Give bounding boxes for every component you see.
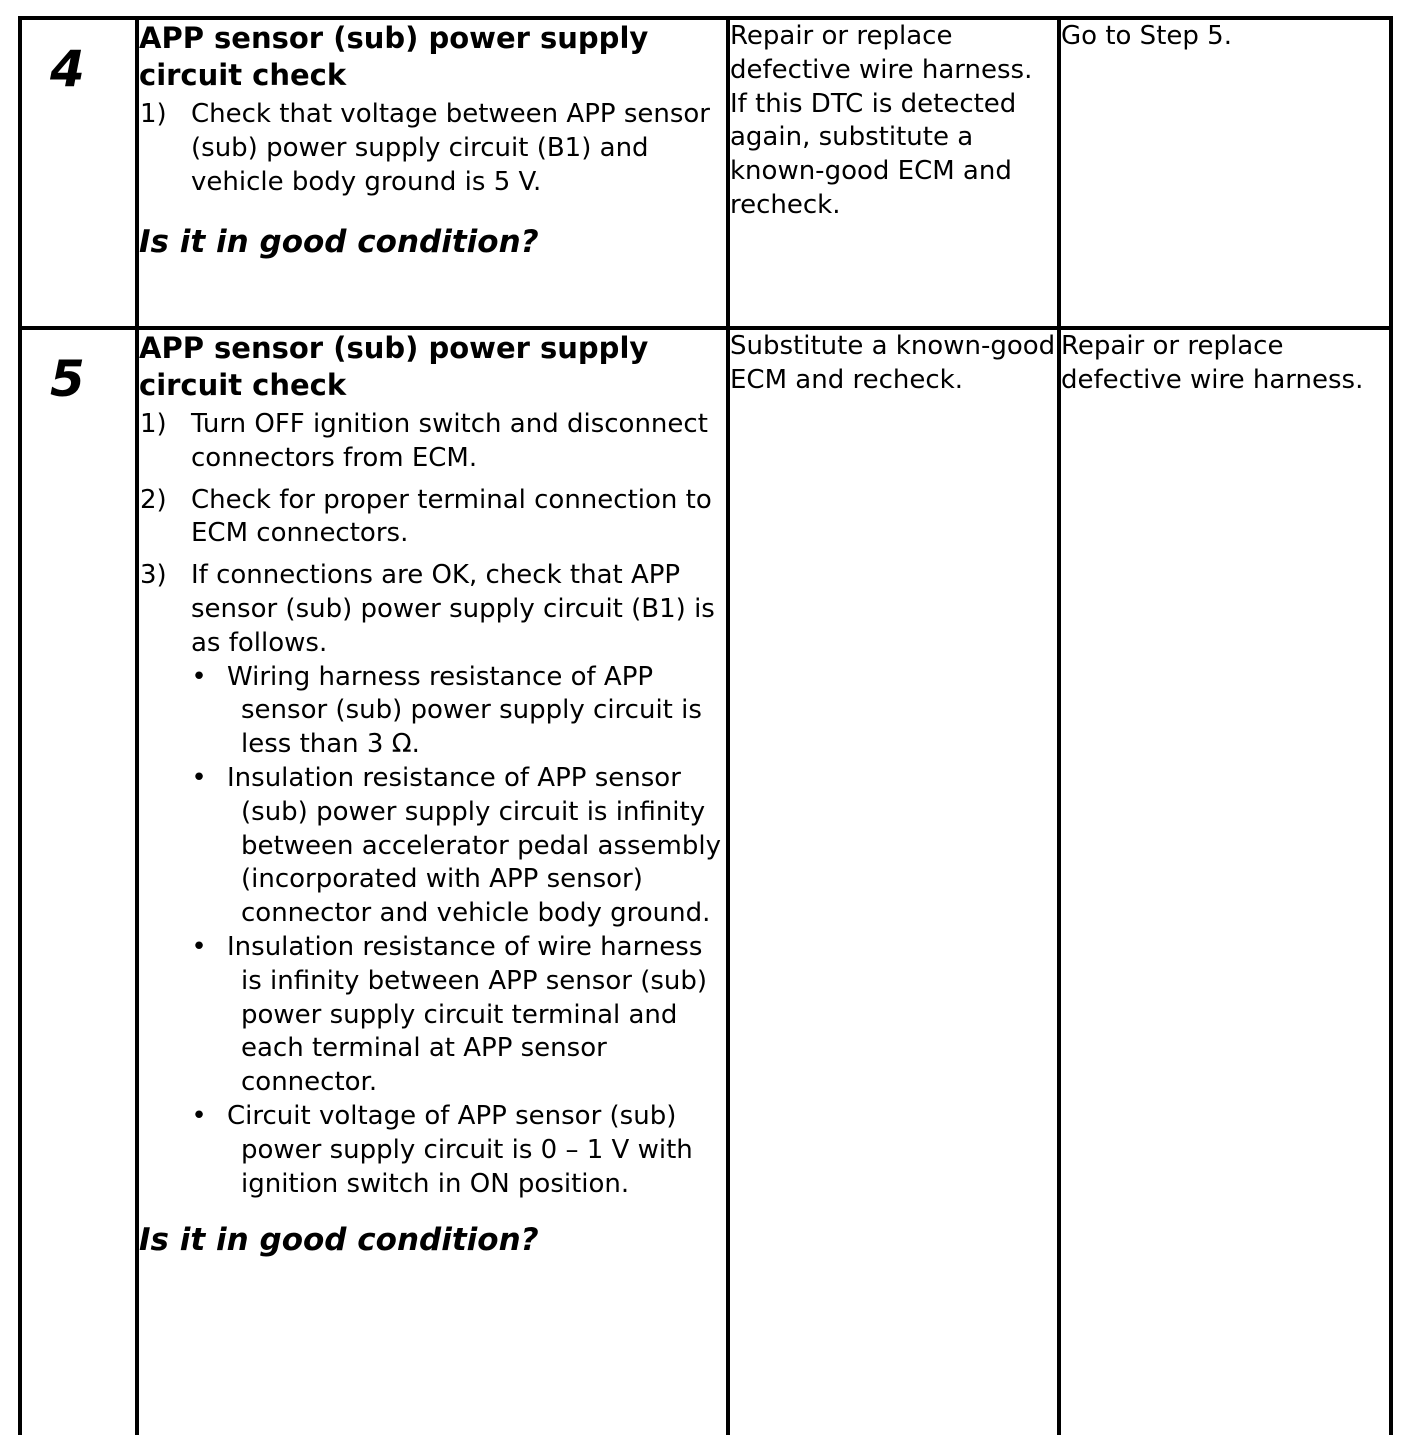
procedure-item-text: Check for proper terminal connection to ECM connectors. [191,484,712,549]
procedure-item-text: If connections are OK, check that APP sensor (sub) power supply circuit (B1) is as follows. [191,560,715,658]
yes-result-text: If this DTC is detected again, substitute a known-good ECM and recheck. [730,88,1017,220]
bullet-icon: • [191,931,207,962]
yes-result-text: Substitute a known-good ECM and recheck. [730,331,1056,395]
procedure-item-number: 2) [140,484,167,515]
criteria-text: Wiring harness resistance of APP sensor (sub) power supply circuit is less than 3 Ω. [227,661,702,760]
criteria-text: Circuit voltage of APP sensor (sub) power supply circuit is 0 – 1 V with ignition switch in ON position. [227,1100,693,1199]
criteria-item [191,1100,726,1201]
procedure-item-number: 3) [140,560,167,591]
bullet-icon: • [191,1100,207,1131]
criteria-list [191,661,726,1202]
no-result-text: Go to Step 5. [1061,21,1232,51]
action-title-line: circuit check [139,58,347,92]
criteria-item [191,661,726,762]
action-title [139,20,726,94]
procedure-item [139,408,726,476]
table-row-step-4 [20,18,1391,328]
procedure-list [139,408,726,1201]
procedure-item [139,484,726,552]
procedure-item-text: Check that voltage between APP sensor (sub) power supply circuit (B1) and vehicle body ground is 5 V. [191,99,710,197]
procedure-item-number: 1) [140,409,167,439]
condition-question: Is it in good condition? [139,224,539,261]
action-title-line: circuit check [139,368,347,402]
action-cell [137,18,728,328]
criteria-text: Insulation resistance of wire harness is infinity between APP sensor (sub) power supply circuit terminal and each terminal at APP sensor connector. [227,931,708,1098]
procedure-list [139,98,726,199]
procedure-item [139,98,726,199]
yes-result-text: Repair or replace defective wire harness. [730,21,1033,85]
step-cell [20,18,137,328]
procedure-item-text: Turn OFF ignition switch and disconnect connectors from ECM. [191,409,708,473]
yes-result-cell [728,18,1059,328]
procedure-item-number: 1) [140,99,167,129]
no-result-cell [1059,18,1391,328]
criteria-item [191,931,726,1100]
action-title-line: APP sensor (sub) power supply [139,21,649,55]
table-row-step-5 [20,328,1391,1435]
action-cell [137,328,728,1435]
condition-question: Is it in good condition? [139,1222,539,1259]
criteria-item [191,762,726,931]
bullet-icon: • [191,661,207,692]
diagnosis-table [18,16,1393,1435]
action-title [139,330,726,404]
step-number: 4 [50,40,85,98]
yes-result-cell [728,328,1059,1435]
bullet-icon: • [191,762,207,793]
action-title-line: APP sensor (sub) power supply [139,331,649,365]
step-cell [20,328,137,1435]
criteria-text: Insulation resistance of APP sensor (sub) power supply circuit is infinity between accelerator pedal assembly (incorporated with APP sensor) connector and vehicle body ground. [227,762,721,929]
step-number: 5 [50,350,85,408]
procedure-item [139,559,726,1201]
no-result-cell [1059,328,1391,1435]
no-result-text: Repair or replace defective wire harness. [1061,331,1364,395]
